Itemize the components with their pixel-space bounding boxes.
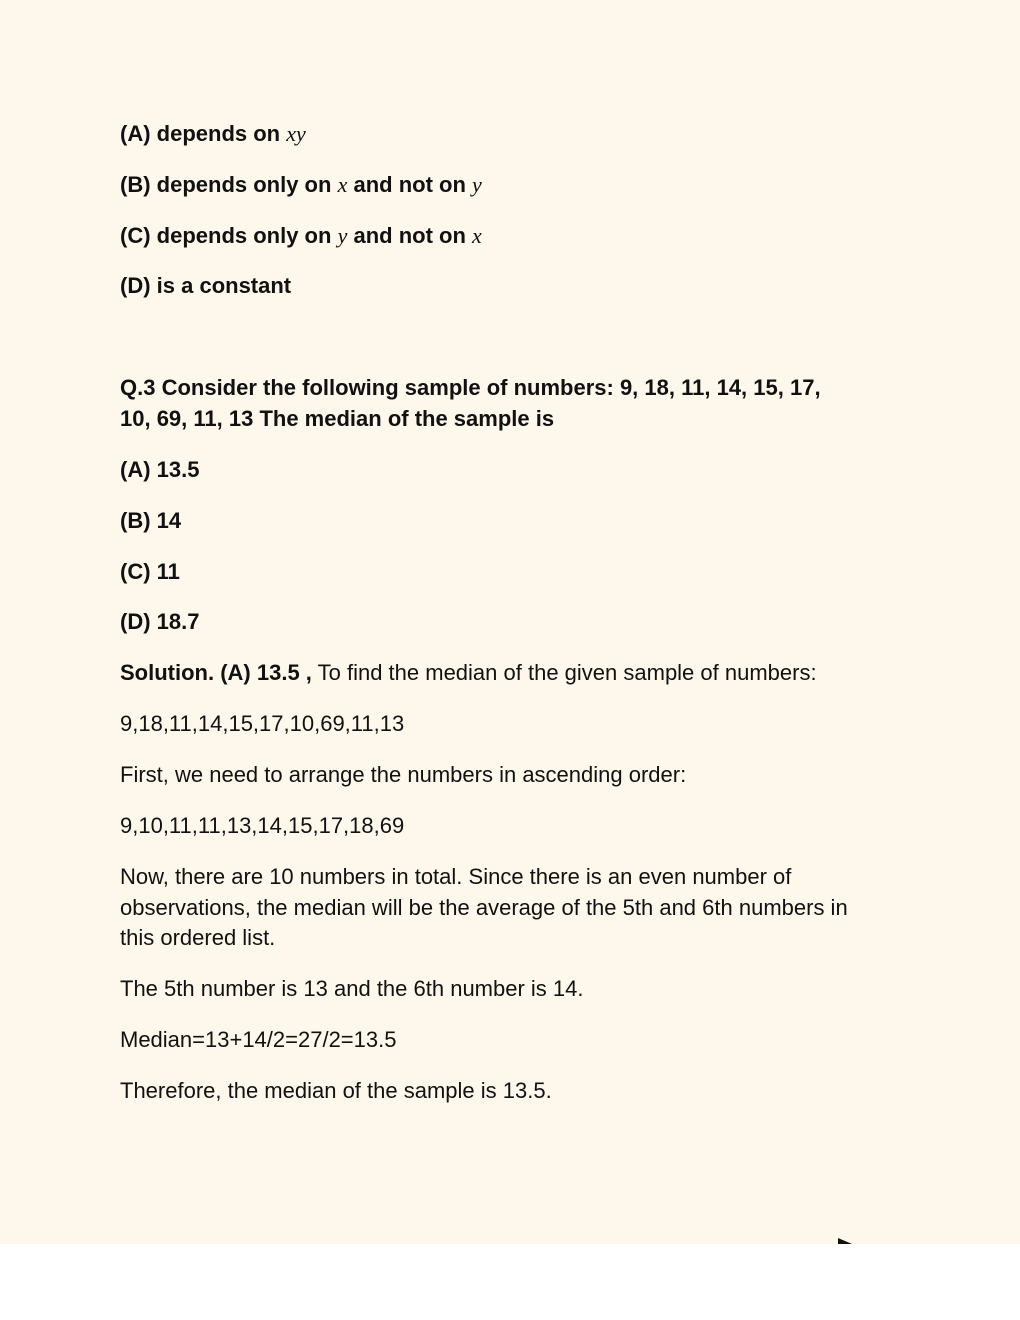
solution-step2-line1: Now, there are 10 numbers in total. Since there is an even number of: [120, 864, 792, 889]
q2-option-c-label: (C) depends only on: [120, 223, 332, 248]
solution-heading: Solution. (A) 13.5 ,: [120, 660, 312, 685]
q2-option-a-var: xy: [286, 121, 306, 146]
q2-option-b-var2: y: [472, 172, 482, 197]
solution-intro: To find the median of the given sample of numbers:: [311, 660, 817, 685]
q3-option-c: (C) 11: [120, 559, 180, 584]
q2-option-c-mid: and not on: [353, 223, 466, 248]
q2-option-b-var1: x: [337, 172, 348, 197]
q2-option-b-label: (B) depends only on: [120, 172, 332, 197]
q2-option-c-var1: y: [337, 223, 348, 248]
solution-sample: 9,18,11,14,15,17,10,69,11,13: [120, 711, 405, 736]
solution-sorted: 9,10,11,11,13,14,15,17,18,69: [120, 813, 405, 838]
pointer-icon: [838, 1238, 852, 1244]
solution-formula: Median=13+14/2=27/2=13.5: [120, 1027, 397, 1052]
solution-step1: First, we need to arrange the numbers in ascending order:: [120, 762, 687, 787]
solution-step2-line3: this ordered list.: [120, 925, 276, 950]
q3-question-line2: 10, 69, 11, 13 The median of the sample is: [120, 406, 555, 431]
solution-conclusion: Therefore, the median of the sample is 13.5.: [120, 1078, 552, 1103]
q2-option-d-label: (D) is a constant: [120, 273, 292, 298]
q3-option-d: (D) 18.7: [120, 609, 200, 634]
solution-heading-line: [120, 658, 900, 688]
q2-option-c: [120, 221, 900, 251]
q2-option-c-var2: x: [472, 223, 482, 248]
q3-option-a: (A) 13.5: [120, 457, 200, 482]
q2-option-b: [120, 170, 900, 200]
q2-option-d: [120, 271, 900, 301]
q2-option-a: [120, 119, 900, 149]
q3-question-line1: Q.3 Consider the following sample of numbers: 9, 18, 11, 14, 15, 17,: [120, 375, 821, 400]
q3-option-b: (B) 14: [120, 508, 182, 533]
q2-option-b-mid: and not on: [353, 172, 466, 197]
solution-step2-line2: observations, the median will be the average of the 5th and 6th numbers in: [120, 895, 848, 920]
solution-step3: The 5th number is 13 and the 6th number is 14.: [120, 976, 584, 1001]
q2-option-a-label: (A) depends on: [120, 121, 281, 146]
